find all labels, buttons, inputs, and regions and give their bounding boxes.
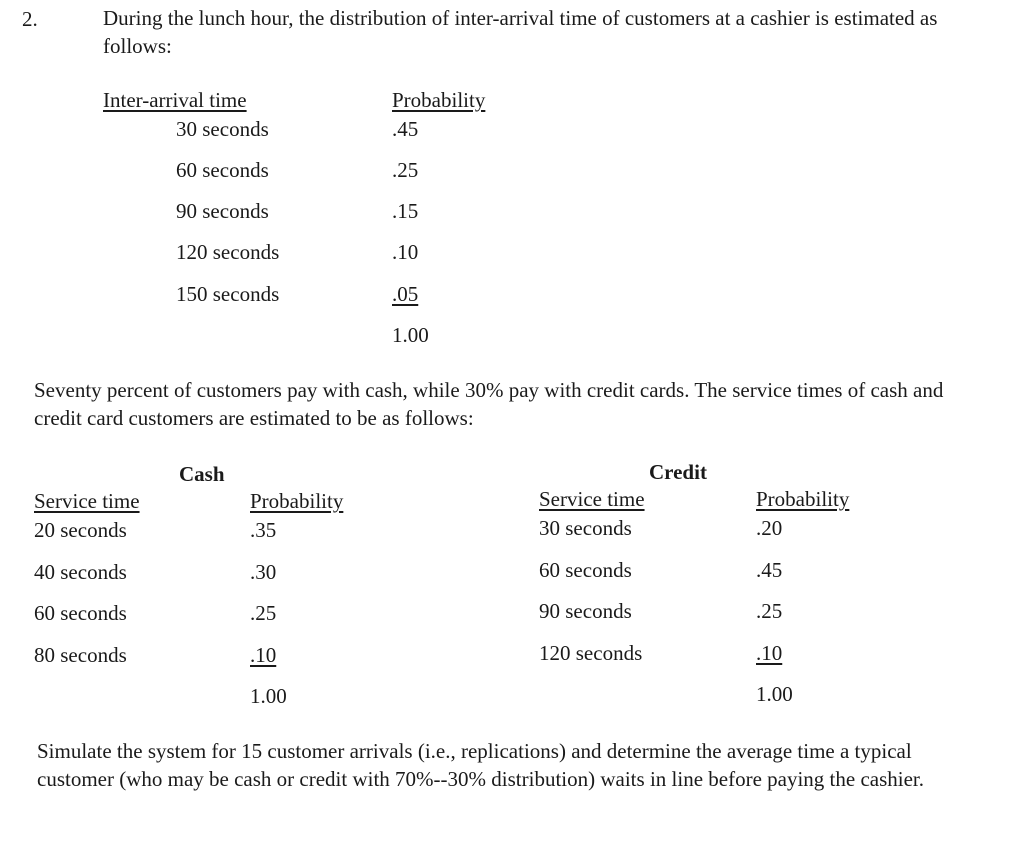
interarrival-prob-cell: .25 bbox=[392, 158, 419, 182]
interarrival-header-prob: Probability bbox=[392, 88, 486, 112]
interarrival-time-cell: 60 seconds bbox=[176, 158, 269, 182]
cash-header-time: Service time bbox=[34, 489, 140, 513]
cash-header-prob: Probability bbox=[250, 489, 344, 513]
interarrival-prob-cell: .45 bbox=[392, 117, 419, 141]
cash-prob-cell: .35 bbox=[250, 518, 277, 542]
credit-prob-cell: .20 bbox=[756, 516, 783, 540]
credit-time-cell: 30 seconds bbox=[539, 516, 632, 540]
interarrival-prob-cell: .05 bbox=[392, 282, 419, 306]
cash-time-cell: 40 seconds bbox=[34, 560, 127, 584]
interarrival-header-time: Inter-arrival time bbox=[103, 88, 247, 112]
credit-prob-cell: .10 bbox=[756, 641, 783, 665]
credit-title: Credit bbox=[649, 460, 707, 484]
cash-prob-cell: .25 bbox=[250, 601, 277, 625]
cash-total: 1.00 bbox=[250, 684, 287, 708]
interarrival-time-cell: 90 seconds bbox=[176, 199, 269, 223]
problem-intro: During the lunch hour, the distribution of inter-arrival time of customers at a cashier is estimated as follows: bbox=[103, 6, 938, 58]
interarrival-total: 1.00 bbox=[392, 323, 429, 347]
credit-time-cell: 90 seconds bbox=[539, 599, 632, 623]
credit-prob-cell: .45 bbox=[756, 558, 783, 582]
credit-time-cell: 120 seconds bbox=[539, 641, 643, 665]
cash-prob-cell: .10 bbox=[250, 643, 277, 667]
credit-header-time: Service time bbox=[539, 487, 645, 511]
interarrival-prob-cell: .10 bbox=[392, 240, 419, 264]
interarrival-time-cell: 120 seconds bbox=[176, 240, 280, 264]
credit-header-prob: Probability bbox=[756, 487, 850, 511]
interarrival-prob-cell: .15 bbox=[392, 199, 419, 223]
cash-time-cell: 80 seconds bbox=[34, 643, 127, 667]
simulate-paragraph: Simulate the system for 15 customer arrivals (i.e., replications) and determine the average time a typical customer (who may be cash or credit with 70%--30% distribution) waits in line before paying the cashier. bbox=[37, 739, 925, 791]
payment-paragraph: Seventy percent of customers pay with cash, while 30% pay with credit cards. The service times of cash and credit card customers are estimated to be as follows: bbox=[34, 378, 944, 430]
problem-number: 2. bbox=[22, 7, 38, 31]
interarrival-time-cell: 30 seconds bbox=[176, 117, 269, 141]
cash-title: Cash bbox=[179, 462, 225, 486]
cash-time-cell: 60 seconds bbox=[34, 601, 127, 625]
credit-time-cell: 60 seconds bbox=[539, 558, 632, 582]
cash-time-cell: 20 seconds bbox=[34, 518, 127, 542]
credit-prob-cell: .25 bbox=[756, 599, 783, 623]
credit-total: 1.00 bbox=[756, 682, 793, 706]
interarrival-time-cell: 150 seconds bbox=[176, 282, 280, 306]
cash-prob-cell: .30 bbox=[250, 560, 277, 584]
